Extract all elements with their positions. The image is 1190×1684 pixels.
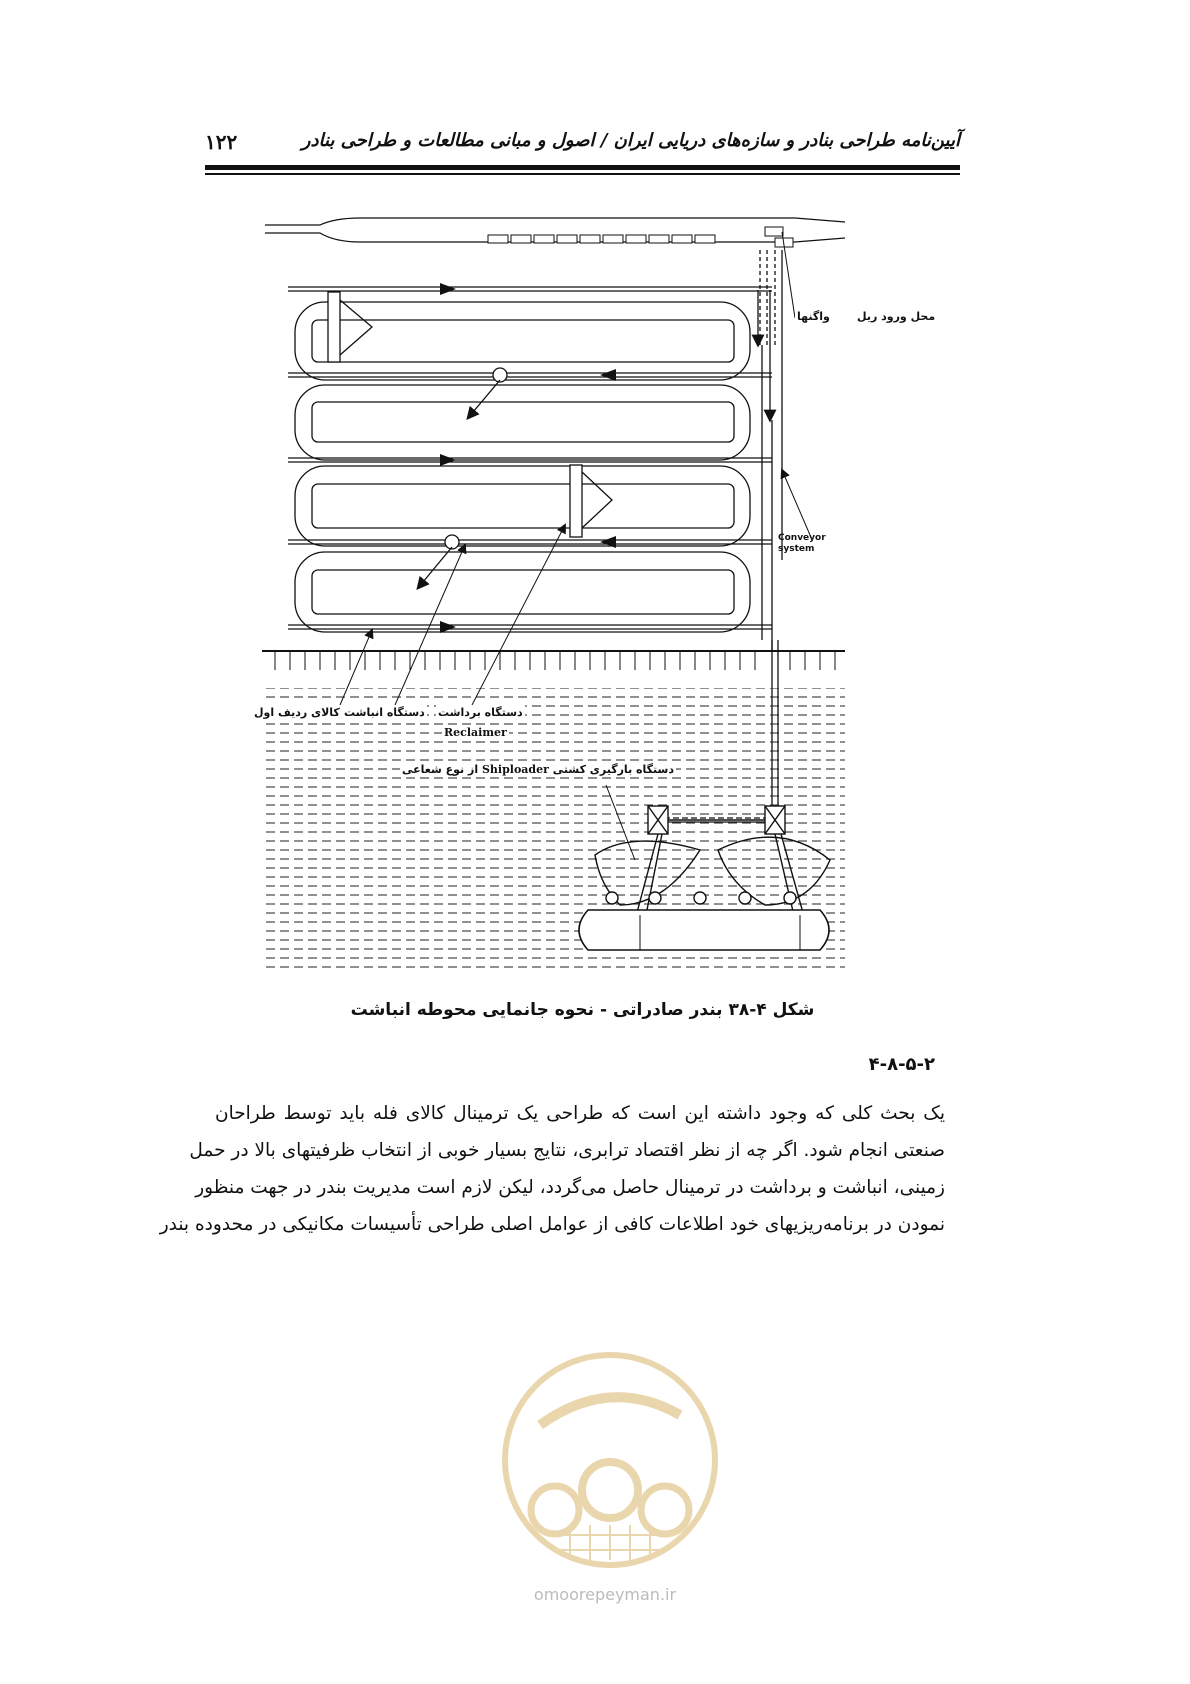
section-number: ۴-۸-۵-۲ (868, 1054, 935, 1075)
header-title: آیین‌نامه طراحی بنادر و سازه‌های دریایی ایران / اصول و مبانی مطالعات و طراحی بنادر (301, 130, 960, 151)
body-line-1: یک بحث کلی که وجود داشته این است که طراحی یک ترمینال کالای فله باید توسط طراحان (215, 1103, 945, 1124)
shiploader-label-pre: دستگاه بارگیری کشتی (552, 763, 674, 776)
shiploader-label-en: Shiploader (481, 763, 549, 776)
label-wagons: واگنها (797, 310, 830, 323)
watermark-logo (500, 1345, 720, 1585)
body-line-2: صنعتی انجام شود. اگر چه از نظر اقتصاد ترابری، نتایج بسیار خوبی از انتخاب ظرفیتهای بالا در حمل (189, 1140, 945, 1161)
figure-caption: شکل ۴-۳۸ بندر صادراتی - نحوه جانمایی محوطه انباشت (350, 1000, 815, 1020)
body-line-3: زمینی، انباشت و برداشت در ترمینال حاصل می‌گردد، لیکن لازم است مدیریت بندر در جهت منظور (195, 1177, 945, 1198)
ship (579, 910, 829, 950)
rail-track (265, 218, 845, 242)
label-conveyor-system: Conveyor system (778, 533, 826, 554)
shiploader-label-post: از نوع شعاعی (402, 763, 479, 776)
label-first-row-goods: کالای ردیف اول (254, 706, 340, 719)
body-line-4: نمودن در برنامه‌ریزیهای خود اطلاعات کافی از عوامل اصلی طراحی تأسیسات مکانیکی در محدوده بندر (159, 1214, 945, 1235)
body-paragraph (159, 1095, 945, 1243)
label-rail-entry: محل ورود ریل (857, 310, 936, 323)
label-stacker: دستگاه انباشت (344, 706, 425, 719)
watermark-url: omoorepeyman.ir (533, 1585, 677, 1604)
stockpiles (295, 302, 750, 632)
label-reclaimer-en: Reclaimer (444, 726, 507, 739)
page-number: ۱۲۲ (205, 130, 238, 154)
vertical-conveyors (758, 250, 782, 650)
horizontal-conveyors (288, 287, 772, 629)
label-shiploader (400, 762, 676, 777)
wagons (488, 227, 793, 247)
label-reclaimer-fa: دستگاه برداشت (438, 706, 523, 719)
